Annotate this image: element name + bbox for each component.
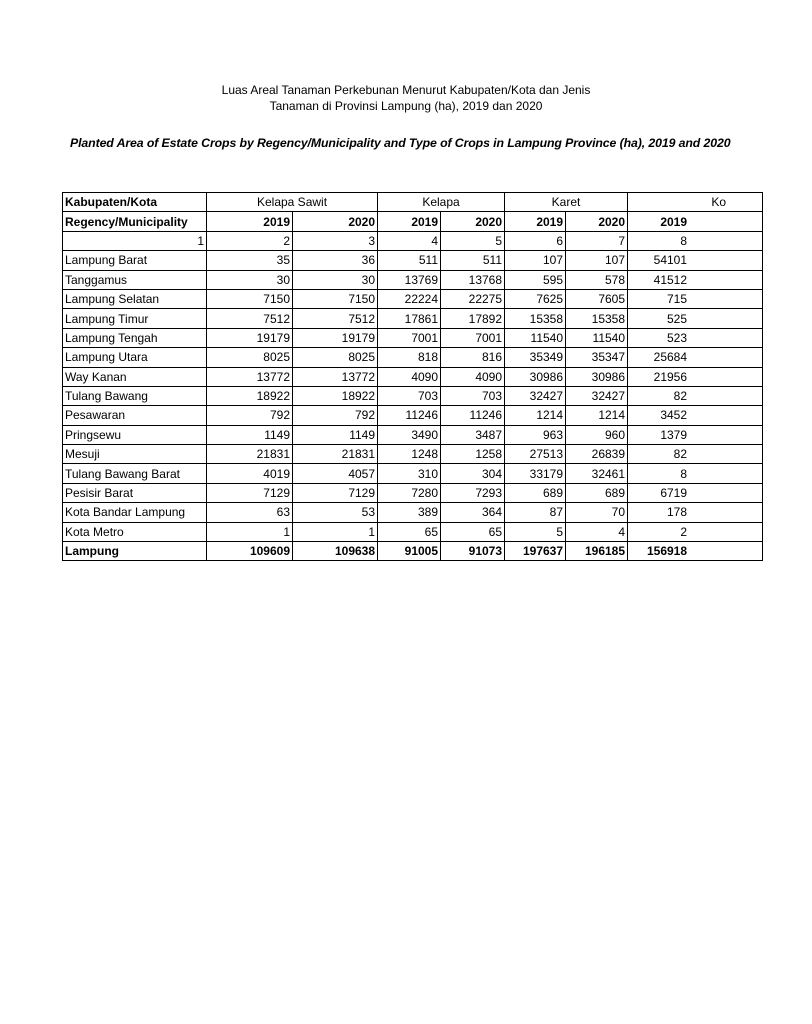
header-group-kelapa: Kelapa [378, 193, 505, 212]
cell-value: 13769 [378, 270, 441, 289]
table-row [63, 522, 763, 541]
cell-value: 1 [207, 522, 293, 541]
cell-value: 13772 [293, 367, 378, 386]
cell-value: 389 [378, 503, 441, 522]
cell-value: 65 [378, 522, 441, 541]
cell-value: 818 [378, 348, 441, 367]
cell-value: 65 [441, 522, 505, 541]
table-row [63, 503, 763, 522]
header-regency-municipality: Regency/Municipality [63, 212, 207, 231]
cell-value: 32427 [566, 386, 628, 405]
cell-value: 13772 [207, 367, 293, 386]
region-name: Pringsewu [63, 425, 207, 444]
table-row [63, 445, 763, 464]
cell-value: 32461 [566, 464, 628, 483]
table-row [63, 367, 763, 386]
cell-value: 792 [207, 406, 293, 425]
cell-value: 4019 [207, 464, 293, 483]
region-name: Pesawaran [63, 406, 207, 425]
cell-value: 963 [505, 425, 566, 444]
region-name: Way Kanan [63, 367, 207, 386]
total-value: 109609 [207, 542, 293, 561]
header-row-groups [63, 193, 763, 212]
cell-value: 7150 [293, 289, 378, 308]
header-group-karet: Karet [505, 193, 628, 212]
cell-value: 364 [441, 503, 505, 522]
cell-value: 26839 [566, 445, 628, 464]
column-index: 6 [505, 231, 566, 250]
cell-value: 8 [628, 464, 763, 483]
table-row [63, 406, 763, 425]
header-year: 2019 [628, 212, 763, 231]
cell-value: 2 [628, 522, 763, 541]
cell-value: 4090 [378, 367, 441, 386]
cell-value: 22224 [378, 289, 441, 308]
total-value: 197637 [505, 542, 566, 561]
header-year: 2019 [505, 212, 566, 231]
column-index: 2 [207, 231, 293, 250]
table-row [63, 328, 763, 347]
total-label: Lampung [63, 542, 207, 561]
header-year: 2020 [441, 212, 505, 231]
cell-value: 511 [441, 251, 505, 270]
cell-value: 53 [293, 503, 378, 522]
cell-value: 6719 [628, 483, 763, 502]
cell-value: 87 [505, 503, 566, 522]
cell-value: 32427 [505, 386, 566, 405]
cell-value: 15358 [505, 309, 566, 328]
header-group-kelapa-sawit: Kelapa Sawit [207, 193, 378, 212]
cell-value: 960 [566, 425, 628, 444]
cell-value: 595 [505, 270, 566, 289]
cell-value: 511 [378, 251, 441, 270]
cell-value: 7512 [207, 309, 293, 328]
cell-value: 4 [566, 522, 628, 541]
cell-value: 33179 [505, 464, 566, 483]
cell-value: 8025 [293, 348, 378, 367]
region-name: Lampung Utara [63, 348, 207, 367]
header-year: 2020 [566, 212, 628, 231]
crop-area-table [62, 192, 763, 561]
cell-value: 1214 [505, 406, 566, 425]
cell-value: 4090 [441, 367, 505, 386]
cell-value: 1 [293, 522, 378, 541]
cell-value: 30 [293, 270, 378, 289]
region-name: Pesisir Barat [63, 483, 207, 502]
cell-value: 1258 [441, 445, 505, 464]
cell-value: 35 [207, 251, 293, 270]
region-name: Tulang Bawang Barat [63, 464, 207, 483]
cell-value: 7129 [207, 483, 293, 502]
table-viewport [62, 192, 727, 562]
region-name: Mesuji [63, 445, 207, 464]
document-title [0, 82, 812, 114]
column-index: 8 [628, 231, 763, 250]
cell-value: 19179 [293, 328, 378, 347]
cell-value: 8025 [207, 348, 293, 367]
cell-value: 27513 [505, 445, 566, 464]
cell-value: 689 [566, 483, 628, 502]
cell-value: 7129 [293, 483, 378, 502]
cell-value: 22275 [441, 289, 505, 308]
total-row [63, 542, 763, 561]
header-year: 2019 [207, 212, 293, 231]
column-index: 5 [441, 231, 505, 250]
cell-value: 1214 [566, 406, 628, 425]
cell-value: 30986 [566, 367, 628, 386]
cell-value: 1149 [293, 425, 378, 444]
cell-value: 304 [441, 464, 505, 483]
cell-value: 21831 [293, 445, 378, 464]
table-row [63, 425, 763, 444]
region-name: Kota Bandar Lampung [63, 503, 207, 522]
cell-value: 41512 [628, 270, 763, 289]
region-name: Lampung Selatan [63, 289, 207, 308]
table-row [63, 386, 763, 405]
header-row-index [63, 231, 763, 250]
cell-value: 11540 [505, 328, 566, 347]
region-name: Kota Metro [63, 522, 207, 541]
cell-value: 7001 [441, 328, 505, 347]
cell-value: 7605 [566, 289, 628, 308]
cell-value: 30986 [505, 367, 566, 386]
cell-value: 1149 [207, 425, 293, 444]
cell-value: 792 [293, 406, 378, 425]
cell-value: 15358 [566, 309, 628, 328]
header-group-kopi: Ko [628, 193, 763, 212]
region-name: Tanggamus [63, 270, 207, 289]
cell-value: 703 [378, 386, 441, 405]
cell-value: 178 [628, 503, 763, 522]
cell-value: 3487 [441, 425, 505, 444]
column-index: 3 [293, 231, 378, 250]
cell-value: 18922 [293, 386, 378, 405]
cell-value: 13768 [441, 270, 505, 289]
cell-value: 7625 [505, 289, 566, 308]
header-year: 2020 [293, 212, 378, 231]
cell-value: 18922 [207, 386, 293, 405]
cell-value: 689 [505, 483, 566, 502]
table-row [63, 251, 763, 270]
cell-value: 70 [566, 503, 628, 522]
column-index: 4 [378, 231, 441, 250]
title-indonesian-line-1: Luas Areal Tanaman Perkebunan Menurut Kabupaten/Kota dan Jenis [221, 83, 591, 97]
title-english: Planted Area of Estate Crops by Regency/Municipality and Type of Crops in Lampung Province (ha), 2019 and 2020 [70, 136, 731, 150]
cell-value: 11540 [566, 328, 628, 347]
cell-value: 35347 [566, 348, 628, 367]
cell-value: 82 [628, 386, 763, 405]
total-value: 91073 [441, 542, 505, 561]
header-row-years [63, 212, 763, 231]
cell-value: 7512 [293, 309, 378, 328]
cell-value: 525 [628, 309, 763, 328]
table-row [63, 270, 763, 289]
cell-value: 523 [628, 328, 763, 347]
cell-value: 17892 [441, 309, 505, 328]
cell-value: 816 [441, 348, 505, 367]
cell-value: 36 [293, 251, 378, 270]
cell-value: 7150 [207, 289, 293, 308]
header-year: 2019 [378, 212, 441, 231]
cell-value: 1248 [378, 445, 441, 464]
total-value: 109638 [293, 542, 378, 561]
column-index: 1 [63, 231, 207, 250]
cell-value: 25684 [628, 348, 763, 367]
cell-value: 107 [566, 251, 628, 270]
cell-value: 107 [505, 251, 566, 270]
cell-value: 11246 [441, 406, 505, 425]
total-value: 196185 [566, 542, 628, 561]
cell-value: 715 [628, 289, 763, 308]
cell-value: 4057 [293, 464, 378, 483]
cell-value: 54101 [628, 251, 763, 270]
table-row [63, 289, 763, 308]
cell-value: 21956 [628, 367, 763, 386]
region-name: Lampung Timur [63, 309, 207, 328]
cell-value: 703 [441, 386, 505, 405]
cell-value: 19179 [207, 328, 293, 347]
cell-value: 7293 [441, 483, 505, 502]
cell-value: 7280 [378, 483, 441, 502]
cell-value: 3490 [378, 425, 441, 444]
table-row [63, 309, 763, 328]
table-row [63, 464, 763, 483]
cell-value: 310 [378, 464, 441, 483]
cell-value: 35349 [505, 348, 566, 367]
cell-value: 1379 [628, 425, 763, 444]
header-kabupaten-kota: Kabupaten/Kota [63, 193, 207, 212]
table-row [63, 483, 763, 502]
total-value: 91005 [378, 542, 441, 561]
region-name: Lampung Tengah [63, 328, 207, 347]
region-name: Tulang Bawang [63, 386, 207, 405]
cell-value: 7001 [378, 328, 441, 347]
cell-value: 5 [505, 522, 566, 541]
cell-value: 3452 [628, 406, 763, 425]
table-row [63, 348, 763, 367]
total-value: 156918 [628, 542, 763, 561]
region-name: Lampung Barat [63, 251, 207, 270]
column-index: 7 [566, 231, 628, 250]
cell-value: 11246 [378, 406, 441, 425]
cell-value: 21831 [207, 445, 293, 464]
cell-value: 17861 [378, 309, 441, 328]
cell-value: 63 [207, 503, 293, 522]
cell-value: 82 [628, 445, 763, 464]
cell-value: 30 [207, 270, 293, 289]
cell-value: 578 [566, 270, 628, 289]
title-indonesian-line-2: Tanaman di Provinsi Lampung (ha), 2019 dan 2020 [269, 99, 543, 113]
